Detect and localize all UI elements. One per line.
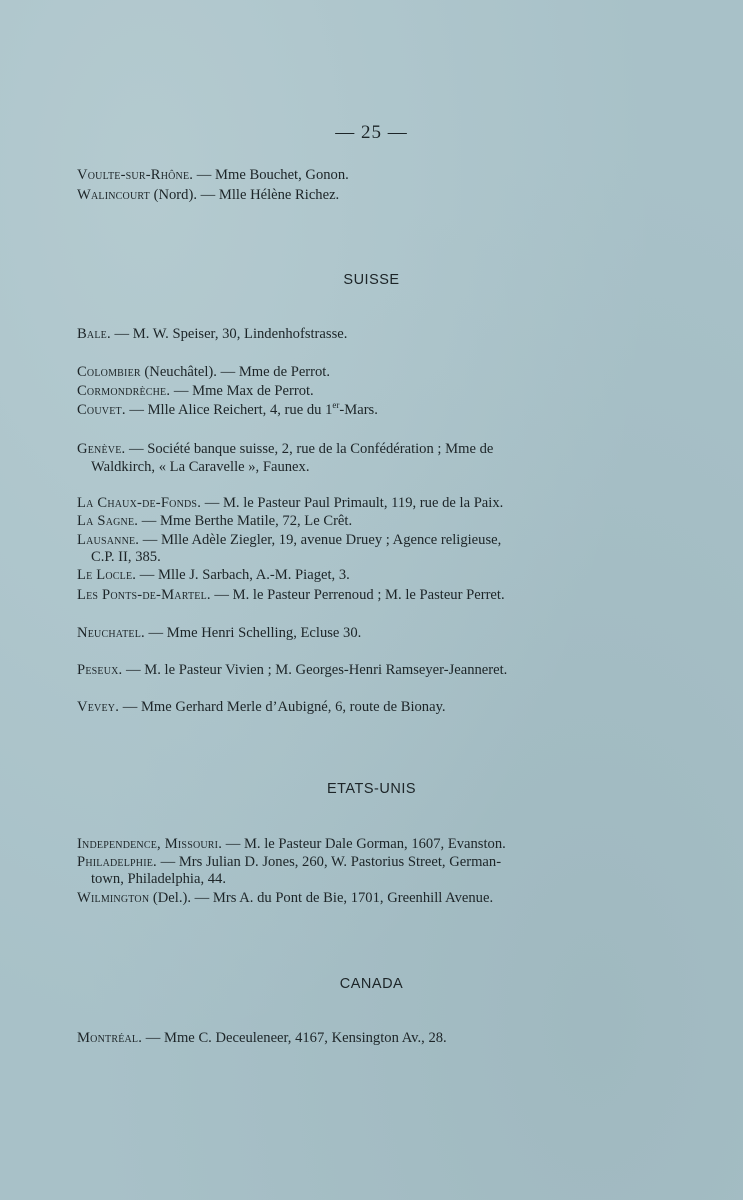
place-name: Philadelphie. [77, 854, 157, 870]
place-name: Bale. [77, 326, 111, 342]
entry-text: — Mme Max de Perrot. [170, 383, 314, 399]
list-item [77, 854, 609, 871]
place-name: La Sagne. [77, 513, 139, 529]
place-name: Couvet. [77, 402, 126, 418]
entry-text: — Mlle Alice Reichert, 4, rue du 1 [125, 402, 333, 418]
place-name: Le Locle. [77, 567, 137, 583]
ordinal-superscript: er [332, 400, 340, 410]
entry-text: (Neuchâtel). — Mme de Perrot. [140, 364, 331, 380]
entry-text: — M. le Pasteur Vivien ; M. Georges-Henri Ramseyer-Jeanneret. [122, 662, 508, 678]
entry-text: — Mlle Adèle Ziegler, 19, avenue Druey ; Agence religieuse, [139, 532, 502, 548]
place-name: Cormondrèche. [77, 383, 171, 399]
list-item [77, 513, 609, 530]
list-item [77, 699, 609, 716]
entry-text: — Mme Gerhard Merle d’Aubigné, 6, route de Bionay. [119, 699, 446, 715]
entry-continuation: C.P. II, 385. [91, 549, 161, 565]
place-name: Walincourt [77, 187, 150, 203]
place-name: Lausanne. [77, 532, 140, 548]
list-item [77, 1030, 609, 1047]
list-item [77, 167, 609, 184]
list-item [77, 402, 609, 419]
entry-text: — Mme Berthe Matile, 72, Le Crêt. [138, 513, 353, 529]
list-item [77, 532, 609, 549]
place-name: Les Ponts-de-Martel. [77, 587, 211, 603]
section-heading-etats-unis: ETATS-UNIS [326, 781, 417, 797]
entry-text: (Del.). — Mrs A. du Pont de Bie, 1701, Greenhill Avenue. [149, 890, 494, 906]
place-name: Genève. [77, 441, 126, 457]
entry-text: — Mme Bouchet, Gonon. [193, 167, 349, 183]
list-item [77, 441, 609, 458]
place-name: Independence, Missouri. [77, 836, 223, 852]
entry-continuation: town, Philadelphia, 44. [91, 871, 226, 887]
entry-text: — M. W. Speiser, 30, Lindenhofstrasse. [110, 326, 348, 342]
list-item [77, 567, 609, 584]
entry-text-tail: -Mars. [339, 402, 378, 418]
place-name: La Chaux-de-Fonds. [77, 495, 202, 511]
place-name: Voulte-sur-Rhône. [77, 167, 194, 183]
place-name: Vevey. [77, 699, 120, 715]
entry-text: — Mrs Julian D. Jones, 260, W. Pastorius Street, German- [156, 854, 502, 870]
place-name: Colombier [77, 364, 141, 380]
entry-text: — Mme C. Deceuleneer, 4167, Kensington Av., 28. [142, 1030, 447, 1046]
list-item [77, 587, 609, 604]
section-heading-suisse: SUISSE [343, 272, 400, 288]
list-item [77, 662, 609, 679]
place-name: Montréal. [77, 1030, 143, 1046]
list-item [77, 836, 609, 853]
place-name: Neuchatel. [77, 625, 145, 641]
section-heading-canada: CANADA [339, 976, 404, 992]
list-item [77, 495, 609, 512]
entry-continuation: Waldkirch, « La Caravelle », Faunex. [91, 459, 310, 475]
place-name: Wilmington [77, 890, 150, 906]
entry-text: (Nord). — Mlle Hélène Richez. [149, 187, 340, 203]
list-item [77, 364, 609, 381]
entry-text: — Société banque suisse, 2, rue de la Confédération ; Mme de [125, 441, 494, 457]
entry-text: — Mme Henri Schelling, Ecluse 30. [144, 625, 362, 641]
list-item [77, 625, 609, 642]
list-item [77, 383, 609, 400]
list-item [77, 890, 609, 907]
list-item [77, 187, 609, 204]
entry-text: — M. le Pasteur Dale Gorman, 1607, Evanston. [222, 836, 506, 852]
entry-text: — Mlle J. Sarbach, A.-M. Piaget, 3. [136, 567, 350, 583]
list-item [77, 326, 609, 343]
place-name: Peseux. [77, 662, 123, 678]
entry-text: — M. le Pasteur Paul Primault, 119, rue de la Paix. [201, 495, 504, 511]
page-number: — 25 — [335, 122, 408, 143]
entry-text: — M. le Pasteur Perrenoud ; M. le Pasteur Perret. [210, 587, 505, 603]
